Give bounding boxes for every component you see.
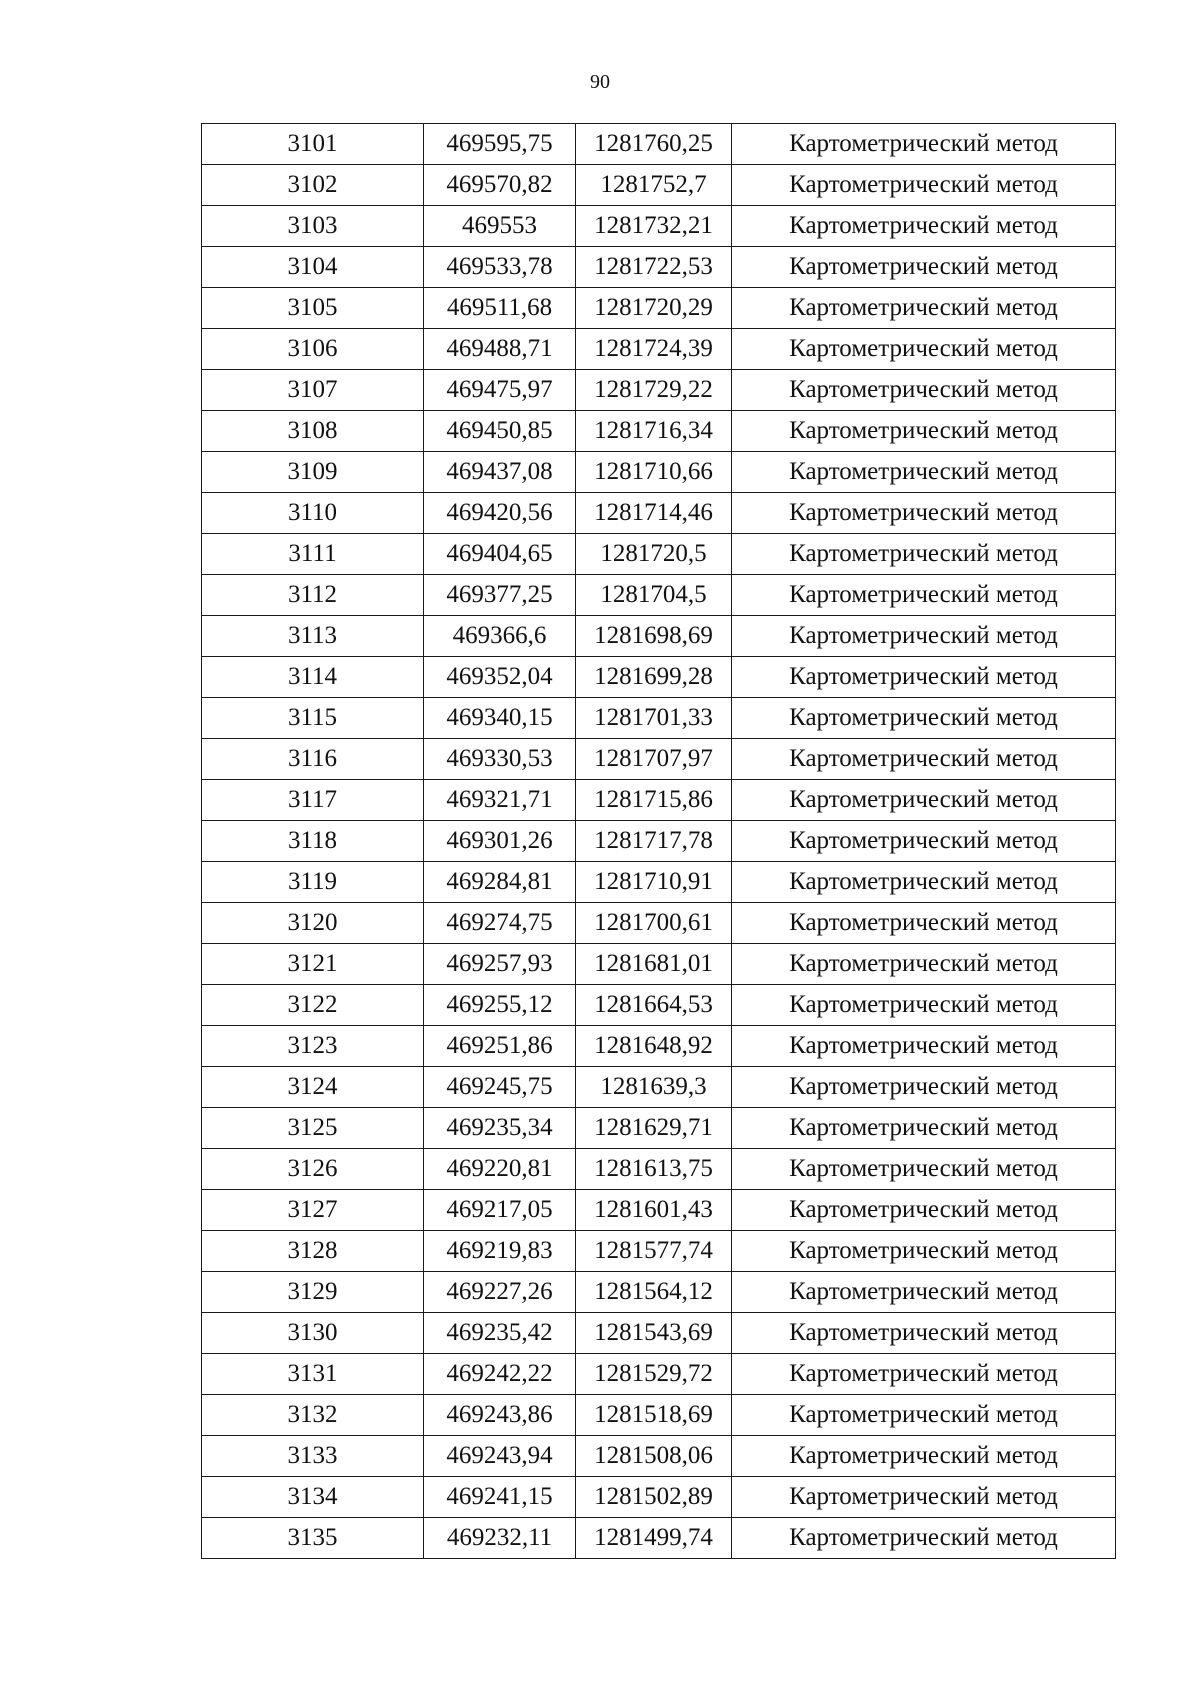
method-cell: Картометрический метод [732,657,1116,698]
x-coordinate-cell: 469366,6 [424,616,576,657]
y-coordinate-cell: 1281699,28 [576,657,732,698]
table-row [202,1477,1116,1518]
method-cell: Картометрический метод [732,1190,1116,1231]
point-number-cell: 3116 [202,739,424,780]
table-row [202,698,1116,739]
y-coordinate-cell: 1281577,74 [576,1231,732,1272]
y-coordinate-cell: 1281508,06 [576,1436,732,1477]
point-number-cell: 3130 [202,1313,424,1354]
point-number-cell: 3127 [202,1190,424,1231]
method-cell: Картометрический метод [732,944,1116,985]
table-row [202,1354,1116,1395]
method-cell: Картометрический метод [732,534,1116,575]
x-coordinate-cell: 469219,83 [424,1231,576,1272]
table-row [202,1149,1116,1190]
table-row [202,1272,1116,1313]
point-number-cell: 3122 [202,985,424,1026]
point-number-cell: 3123 [202,1026,424,1067]
method-cell: Картометрический метод [732,1436,1116,1477]
y-coordinate-cell: 1281717,78 [576,821,732,862]
point-number-cell: 3135 [202,1518,424,1559]
method-cell: Картометрический метод [732,1026,1116,1067]
method-cell: Картометрический метод [732,616,1116,657]
table-row [202,370,1116,411]
table-row [202,780,1116,821]
y-coordinate-cell: 1281716,34 [576,411,732,452]
method-cell: Картометрический метод [732,780,1116,821]
table-row [202,1067,1116,1108]
x-coordinate-cell: 469570,82 [424,165,576,206]
page-number: 90 [590,71,610,93]
point-number-cell: 3132 [202,1395,424,1436]
y-coordinate-cell: 1281724,39 [576,329,732,370]
point-number-cell: 3105 [202,288,424,329]
point-number-cell: 3109 [202,452,424,493]
table-row [202,206,1116,247]
method-cell: Картометрический метод [732,1108,1116,1149]
point-number-cell: 3103 [202,206,424,247]
method-cell: Картометрический метод [732,1395,1116,1436]
table-row [202,1395,1116,1436]
point-number-cell: 3114 [202,657,424,698]
x-coordinate-cell: 469533,78 [424,247,576,288]
y-coordinate-cell: 1281700,61 [576,903,732,944]
table-row [202,657,1116,698]
x-coordinate-cell: 469475,97 [424,370,576,411]
table-row [202,985,1116,1026]
y-coordinate-cell: 1281601,43 [576,1190,732,1231]
point-number-cell: 3106 [202,329,424,370]
x-coordinate-cell: 469217,05 [424,1190,576,1231]
table-row [202,165,1116,206]
y-coordinate-cell: 1281710,91 [576,862,732,903]
x-coordinate-cell: 469241,15 [424,1477,576,1518]
table-row [202,821,1116,862]
method-cell: Картометрический метод [732,411,1116,452]
method-cell: Картометрический метод [732,821,1116,862]
method-cell: Картометрический метод [732,1477,1116,1518]
point-number-cell: 3124 [202,1067,424,1108]
table-row [202,903,1116,944]
point-number-cell: 3115 [202,698,424,739]
method-cell: Картометрический метод [732,575,1116,616]
point-number-cell: 3111 [202,534,424,575]
method-cell: Картометрический метод [732,370,1116,411]
method-cell: Картометрический метод [732,1518,1116,1559]
y-coordinate-cell: 1281543,69 [576,1313,732,1354]
x-coordinate-cell: 469488,71 [424,329,576,370]
x-coordinate-cell: 469220,81 [424,1149,576,1190]
x-coordinate-cell: 469245,75 [424,1067,576,1108]
point-number-cell: 3128 [202,1231,424,1272]
x-coordinate-cell: 469243,86 [424,1395,576,1436]
x-coordinate-cell: 469255,12 [424,985,576,1026]
x-coordinate-cell: 469257,93 [424,944,576,985]
x-coordinate-cell: 469352,04 [424,657,576,698]
x-coordinate-cell: 469227,26 [424,1272,576,1313]
x-coordinate-cell: 469242,22 [424,1354,576,1395]
method-cell: Картометрический метод [732,1231,1116,1272]
x-coordinate-cell: 469235,42 [424,1313,576,1354]
y-coordinate-cell: 1281564,12 [576,1272,732,1313]
coordinates-table [201,123,1116,1559]
point-number-cell: 3107 [202,370,424,411]
x-coordinate-cell: 469340,15 [424,698,576,739]
point-number-cell: 3129 [202,1272,424,1313]
y-coordinate-cell: 1281698,69 [576,616,732,657]
x-coordinate-cell: 469321,71 [424,780,576,821]
table-row [202,288,1116,329]
y-coordinate-cell: 1281704,5 [576,575,732,616]
method-cell: Картометрический метод [732,247,1116,288]
method-cell: Картометрический метод [732,165,1116,206]
point-number-cell: 3125 [202,1108,424,1149]
y-coordinate-cell: 1281760,25 [576,124,732,165]
point-number-cell: 3120 [202,903,424,944]
table-row [202,862,1116,903]
y-coordinate-cell: 1281722,53 [576,247,732,288]
y-coordinate-cell: 1281681,01 [576,944,732,985]
method-cell: Картометрический метод [732,985,1116,1026]
method-cell: Картометрический метод [732,1354,1116,1395]
y-coordinate-cell: 1281720,29 [576,288,732,329]
table-row [202,534,1116,575]
table-row [202,1231,1116,1272]
x-coordinate-cell: 469511,68 [424,288,576,329]
point-number-cell: 3108 [202,411,424,452]
y-coordinate-cell: 1281701,33 [576,698,732,739]
method-cell: Картометрический метод [732,1067,1116,1108]
table-row [202,452,1116,493]
x-coordinate-cell: 469377,25 [424,575,576,616]
point-number-cell: 3112 [202,575,424,616]
point-number-cell: 3101 [202,124,424,165]
y-coordinate-cell: 1281732,21 [576,206,732,247]
y-coordinate-cell: 1281729,22 [576,370,732,411]
x-coordinate-cell: 469553 [424,206,576,247]
table-row [202,1026,1116,1067]
x-coordinate-cell: 469274,75 [424,903,576,944]
method-cell: Картометрический метод [732,698,1116,739]
table-row [202,329,1116,370]
point-number-cell: 3134 [202,1477,424,1518]
y-coordinate-cell: 1281529,72 [576,1354,732,1395]
method-cell: Картометрический метод [732,124,1116,165]
point-number-cell: 3110 [202,493,424,534]
table-row [202,247,1116,288]
point-number-cell: 3121 [202,944,424,985]
table-row [202,1190,1116,1231]
x-coordinate-cell: 469235,34 [424,1108,576,1149]
x-coordinate-cell: 469437,08 [424,452,576,493]
point-number-cell: 3104 [202,247,424,288]
point-number-cell: 3119 [202,862,424,903]
y-coordinate-cell: 1281499,74 [576,1518,732,1559]
coordinates-table-body [202,124,1116,1559]
y-coordinate-cell: 1281710,66 [576,452,732,493]
y-coordinate-cell: 1281639,3 [576,1067,732,1108]
table-row [202,575,1116,616]
point-number-cell: 3131 [202,1354,424,1395]
method-cell: Картометрический метод [732,1149,1116,1190]
y-coordinate-cell: 1281707,97 [576,739,732,780]
table-row [202,411,1116,452]
table-row [202,1518,1116,1559]
x-coordinate-cell: 469251,86 [424,1026,576,1067]
method-cell: Картометрический метод [732,206,1116,247]
method-cell: Картометрический метод [732,739,1116,780]
method-cell: Картометрический метод [732,288,1116,329]
point-number-cell: 3102 [202,165,424,206]
table-row [202,739,1116,780]
y-coordinate-cell: 1281648,92 [576,1026,732,1067]
y-coordinate-cell: 1281629,71 [576,1108,732,1149]
point-number-cell: 3113 [202,616,424,657]
method-cell: Картометрический метод [732,493,1116,534]
x-coordinate-cell: 469330,53 [424,739,576,780]
table-row [202,616,1116,657]
x-coordinate-cell: 469243,94 [424,1436,576,1477]
x-coordinate-cell: 469404,65 [424,534,576,575]
x-coordinate-cell: 469450,85 [424,411,576,452]
method-cell: Картометрический метод [732,862,1116,903]
y-coordinate-cell: 1281715,86 [576,780,732,821]
y-coordinate-cell: 1281752,7 [576,165,732,206]
method-cell: Картометрический метод [732,329,1116,370]
x-coordinate-cell: 469284,81 [424,862,576,903]
table-row [202,1313,1116,1354]
y-coordinate-cell: 1281518,69 [576,1395,732,1436]
table-row [202,1436,1116,1477]
table-row [202,1108,1116,1149]
x-coordinate-cell: 469301,26 [424,821,576,862]
method-cell: Картометрический метод [732,452,1116,493]
x-coordinate-cell: 469595,75 [424,124,576,165]
point-number-cell: 3117 [202,780,424,821]
table-row [202,944,1116,985]
method-cell: Картометрический метод [732,903,1116,944]
method-cell: Картометрический метод [732,1272,1116,1313]
x-coordinate-cell: 469232,11 [424,1518,576,1559]
table-row [202,124,1116,165]
x-coordinate-cell: 469420,56 [424,493,576,534]
table-row [202,493,1116,534]
y-coordinate-cell: 1281720,5 [576,534,732,575]
y-coordinate-cell: 1281613,75 [576,1149,732,1190]
point-number-cell: 3118 [202,821,424,862]
point-number-cell: 3126 [202,1149,424,1190]
y-coordinate-cell: 1281714,46 [576,493,732,534]
point-number-cell: 3133 [202,1436,424,1477]
y-coordinate-cell: 1281664,53 [576,985,732,1026]
method-cell: Картометрический метод [732,1313,1116,1354]
y-coordinate-cell: 1281502,89 [576,1477,732,1518]
